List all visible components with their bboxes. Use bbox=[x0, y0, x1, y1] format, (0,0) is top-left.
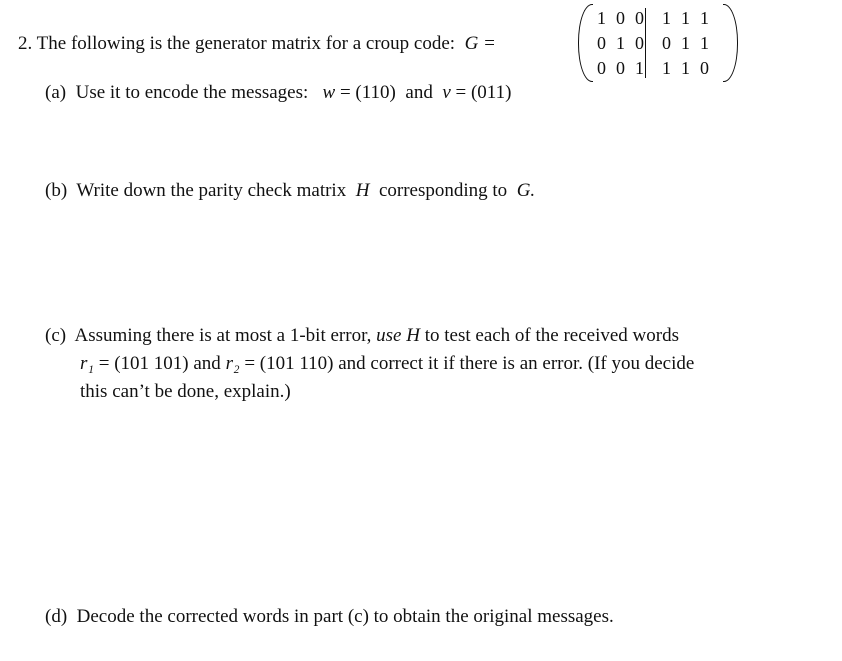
matrix-cell: 0 bbox=[635, 33, 644, 53]
matrix-cell: 1 bbox=[616, 33, 625, 53]
matrix-cell: 1 bbox=[597, 8, 606, 28]
part-c: (c) Assuming there is at most a 1-bit error, use H to test each of the received words bbox=[45, 325, 680, 346]
generator-matrix bbox=[578, 4, 738, 82]
problem-number: 2. bbox=[18, 33, 33, 54]
problem-intro: The following is the generator matrix for a croup code: bbox=[36, 33, 456, 54]
matrix-cell: 0 bbox=[616, 8, 625, 28]
right-paren bbox=[723, 4, 738, 82]
matrix-cell: 0 bbox=[662, 33, 671, 53]
part-c-line3: this can’t be done, explain.) bbox=[80, 381, 291, 402]
matrix-cell: 0 bbox=[597, 33, 606, 53]
part-b: (b) Write down the parity check matrix H corresponding to G. bbox=[45, 180, 536, 201]
problem-statement bbox=[18, 33, 496, 55]
matrix-cell: 1 bbox=[635, 58, 644, 78]
part-c-line2: r₁ = (101 101) and r₂ = (101 110) and correct it if there is an error. (If you decide bbox=[80, 353, 695, 374]
matrix-label: G = bbox=[464, 33, 496, 54]
matrix-cell: 0 bbox=[635, 8, 644, 28]
part-d: (d) Decode the corrected words in part (c) to obtain the original messages. bbox=[45, 606, 614, 627]
matrix-cell: 1 bbox=[681, 8, 690, 28]
matrix-cell: 1 bbox=[662, 58, 671, 78]
matrix-cell: 0 bbox=[597, 58, 606, 78]
matrix-cell: 1 bbox=[681, 58, 690, 78]
matrix-cell: 1 bbox=[662, 8, 671, 28]
matrix-cell: 0 bbox=[616, 58, 625, 78]
matrix-cell: 1 bbox=[700, 33, 709, 53]
matrix-cell: 0 bbox=[700, 58, 709, 78]
left-paren bbox=[578, 4, 593, 82]
part-a: (a) Use it to encode the messages: w = (110) and v = (011) bbox=[45, 82, 512, 103]
matrix-cell: 1 bbox=[681, 33, 690, 53]
matrix-cell: 1 bbox=[700, 8, 709, 28]
